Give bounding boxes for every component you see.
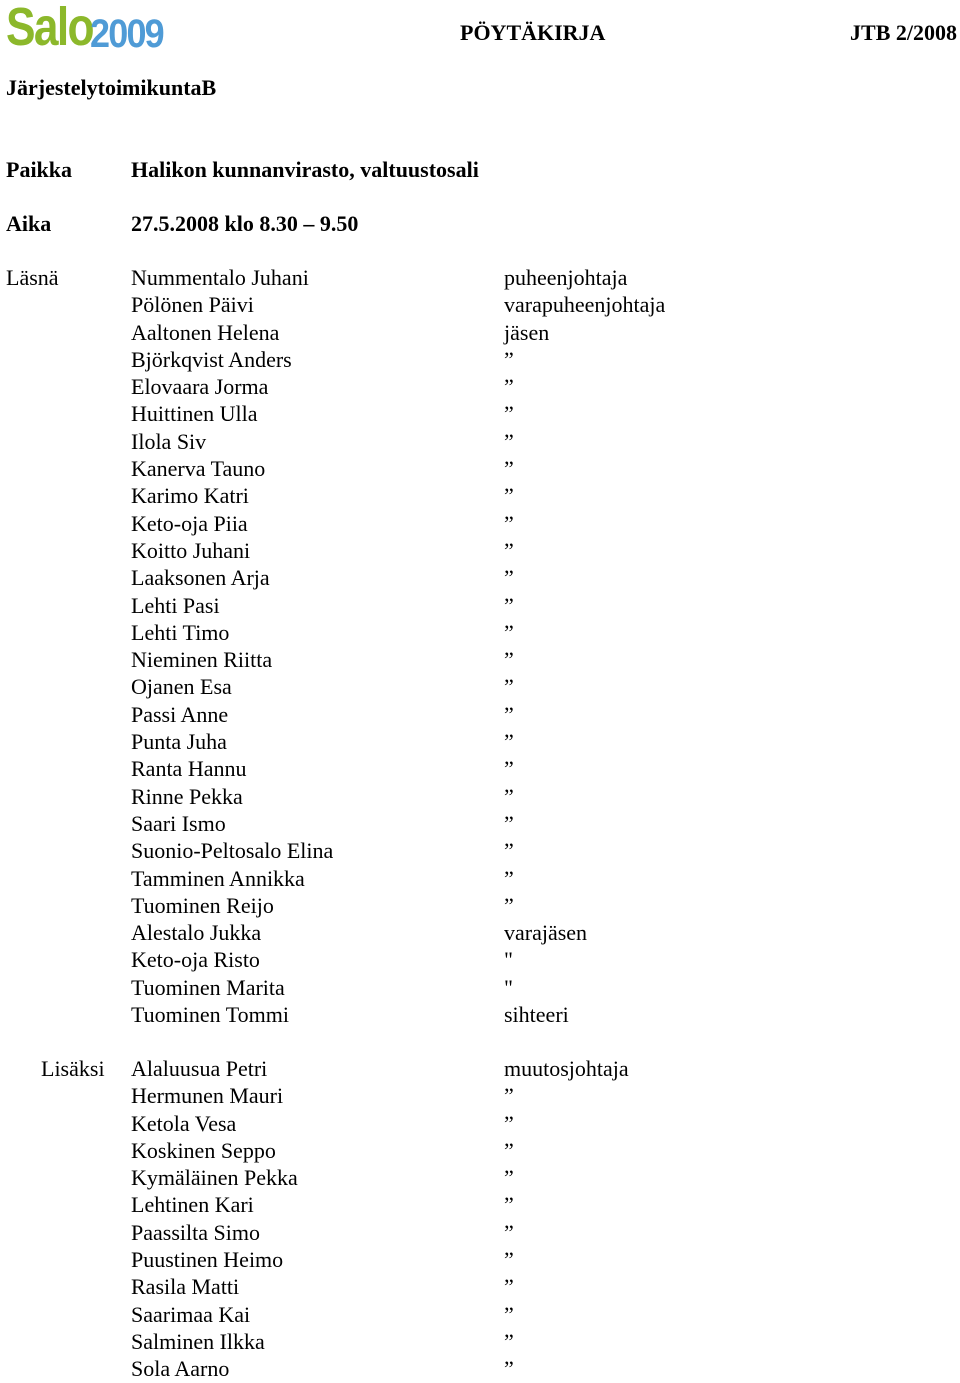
attendee-name: Saarimaa Kai xyxy=(131,1301,251,1327)
attendee-role: ” xyxy=(504,892,514,918)
attendee-name: Nieminen Riitta xyxy=(131,647,273,673)
attendee-role: ” xyxy=(504,1274,514,1300)
attendee-role: varajäsen xyxy=(504,920,588,946)
attendee-role: ” xyxy=(504,428,514,454)
attendee-row xyxy=(131,728,931,755)
attendee-role: ” xyxy=(504,1165,514,1191)
attendee-role: ” xyxy=(504,565,514,591)
attendee-name: Suonio-Peltosalo Elina xyxy=(131,838,334,864)
attendee-name: Keto-oja Risto xyxy=(131,947,260,973)
attendee-role: ” xyxy=(504,783,514,809)
place-value: Halikon kunnanvirasto, valtuustosali xyxy=(131,157,479,182)
attendee-role: " xyxy=(504,974,513,1000)
attendee-role: ” xyxy=(504,1219,514,1245)
attendee-row xyxy=(131,946,931,973)
attendee-row xyxy=(131,537,931,564)
attendee-role: ” xyxy=(504,456,514,482)
attendee-name: Saari Ismo xyxy=(131,810,226,836)
attendee-role: ” xyxy=(504,537,514,563)
attendee-role: jäsen xyxy=(504,319,550,345)
attendee-name: Kymäläinen Pekka xyxy=(131,1165,298,1191)
attendee-name: Tamminen Annikka xyxy=(131,865,305,891)
attendee-row xyxy=(131,646,931,673)
attendee-name: Ranta Hannu xyxy=(131,756,247,782)
attendee-name: Hermunen Mauri xyxy=(131,1083,284,1109)
attendee-role: " xyxy=(504,947,513,973)
attendee-name: Elovaara Jorma xyxy=(131,374,269,400)
attendee-row xyxy=(131,619,931,646)
attendee-name: Ojanen Esa xyxy=(131,674,232,700)
attendee-role: ” xyxy=(504,619,514,645)
attendee-row xyxy=(131,1055,931,1082)
attendee-row xyxy=(131,564,931,591)
attendee-name: Aaltonen Helena xyxy=(131,319,280,345)
attendee-role: ” xyxy=(504,1192,514,1218)
attendee-name: Puustinen Heimo xyxy=(131,1247,284,1273)
attendee-row xyxy=(131,701,931,728)
document-title: PÖYTÄKIRJA xyxy=(460,20,606,45)
attendee-role: puheenjohtaja xyxy=(504,265,628,290)
attendee-role: ” xyxy=(504,865,514,891)
attendee-row xyxy=(131,319,931,346)
salo2009-logo xyxy=(6,0,171,57)
attendee-row xyxy=(131,1301,931,1328)
attendee-name: Tuominen Tommi xyxy=(131,1002,289,1028)
attendee-row xyxy=(131,1219,931,1246)
attendee-role: ” xyxy=(504,1328,514,1354)
attendee-row xyxy=(131,346,931,373)
attendee-role: ” xyxy=(504,756,514,782)
attendee-row xyxy=(131,400,931,427)
attendee-name: Huittinen Ulla xyxy=(131,401,258,427)
attendee-row xyxy=(131,919,931,946)
logo-word: Salo xyxy=(6,0,93,57)
attendee-row xyxy=(131,837,931,864)
document-number: JTB 2/2008 xyxy=(850,20,957,45)
attendee-name: Karimo Katri xyxy=(131,483,249,509)
attendee-row xyxy=(131,1191,931,1218)
attendee-role: ” xyxy=(504,1083,514,1109)
attendee-role: varapuheenjohtaja xyxy=(504,292,666,318)
present-label: Läsnä xyxy=(6,265,59,290)
attendee-name: Björkqvist Anders xyxy=(131,346,292,372)
attendee-row xyxy=(131,673,931,700)
additional-label: Lisäksi xyxy=(41,1056,105,1081)
attendee-name: Kanerva Tauno xyxy=(131,456,266,482)
attendee-row xyxy=(131,1246,931,1273)
attendee-role: ” xyxy=(504,1301,514,1327)
attendee-name: Lehti Pasi xyxy=(131,592,220,618)
attendee-role: ” xyxy=(504,1356,514,1382)
attendee-role: ” xyxy=(504,592,514,618)
attendee-name: Koskinen Seppo xyxy=(131,1137,276,1163)
attendee-row xyxy=(131,455,931,482)
attendee-row xyxy=(131,892,931,919)
attendee-row xyxy=(131,264,931,291)
attendee-role: ” xyxy=(504,346,514,372)
attendee-row xyxy=(131,373,931,400)
attendee-row xyxy=(131,1001,931,1028)
attendee-row xyxy=(131,510,931,537)
additional-list xyxy=(131,1055,931,1383)
attendee-role: muutosjohtaja xyxy=(504,1056,629,1081)
attendee-row xyxy=(131,482,931,509)
attendee-role: ” xyxy=(504,838,514,864)
attendee-role: ” xyxy=(504,374,514,400)
attendee-row xyxy=(131,755,931,782)
committee-name: JärjestelytoimikuntaB xyxy=(6,75,217,100)
present-list xyxy=(131,264,931,1028)
attendee-role: ” xyxy=(504,701,514,727)
time-label: Aika xyxy=(6,211,52,236)
attendee-row xyxy=(131,1273,931,1300)
attendee-name: Salminen Ilkka xyxy=(131,1328,265,1354)
attendee-name: Rasila Matti xyxy=(131,1274,240,1300)
attendee-row xyxy=(131,1164,931,1191)
attendee-row xyxy=(131,428,931,455)
attendee-row xyxy=(131,1082,931,1109)
attendee-name: Nummentalo Juhani xyxy=(131,265,309,290)
time-value: 27.5.2008 klo 8.30 – 9.50 xyxy=(131,211,359,236)
attendee-name: Tuominen Reijo xyxy=(131,892,274,918)
attendee-name: Lehti Timo xyxy=(131,619,230,645)
attendee-role: ” xyxy=(504,1247,514,1273)
attendee-name: Punta Juha xyxy=(131,729,227,755)
attendee-role: ” xyxy=(504,674,514,700)
logo-year: 2009 xyxy=(90,12,163,56)
attendee-name: Paassilta Simo xyxy=(131,1219,260,1245)
attendee-name: Lehtinen Kari xyxy=(131,1192,254,1218)
attendee-row xyxy=(131,291,931,318)
attendee-name: Passi Anne xyxy=(131,701,229,727)
attendee-name: Keto-oja Piia xyxy=(131,510,248,536)
attendee-row xyxy=(131,1355,931,1382)
attendee-role: ” xyxy=(504,483,514,509)
attendee-name: Koitto Juhani xyxy=(131,537,251,563)
attendee-row xyxy=(131,1137,931,1164)
attendee-role: ” xyxy=(504,510,514,536)
attendee-role: ” xyxy=(504,647,514,673)
attendee-row xyxy=(131,783,931,810)
attendee-name: Ketola Vesa xyxy=(131,1110,237,1136)
attendee-row xyxy=(131,592,931,619)
attendee-role: ” xyxy=(504,1137,514,1163)
attendee-role: sihteeri xyxy=(504,1002,569,1028)
place-label: Paikka xyxy=(6,157,73,182)
attendee-name: Laaksonen Arja xyxy=(131,565,270,591)
attendee-name: Sola Aarno xyxy=(131,1356,230,1382)
attendee-role: ” xyxy=(504,810,514,836)
attendee-name: Pölönen Päivi xyxy=(131,292,254,318)
attendee-name: Alaluusua Petri xyxy=(131,1056,268,1081)
attendee-role: ” xyxy=(504,729,514,755)
attendee-name: Ilola Siv xyxy=(131,428,207,454)
attendee-role: ” xyxy=(504,1110,514,1136)
attendee-row xyxy=(131,1110,931,1137)
attendee-row xyxy=(131,1328,931,1355)
attendee-name: Rinne Pekka xyxy=(131,783,243,809)
attendee-row xyxy=(131,974,931,1001)
attendee-row xyxy=(131,865,931,892)
attendee-row xyxy=(131,810,931,837)
attendee-role: ” xyxy=(504,401,514,427)
attendee-name: Alestalo Jukka xyxy=(131,920,262,946)
attendee-name: Tuominen Marita xyxy=(131,974,285,1000)
